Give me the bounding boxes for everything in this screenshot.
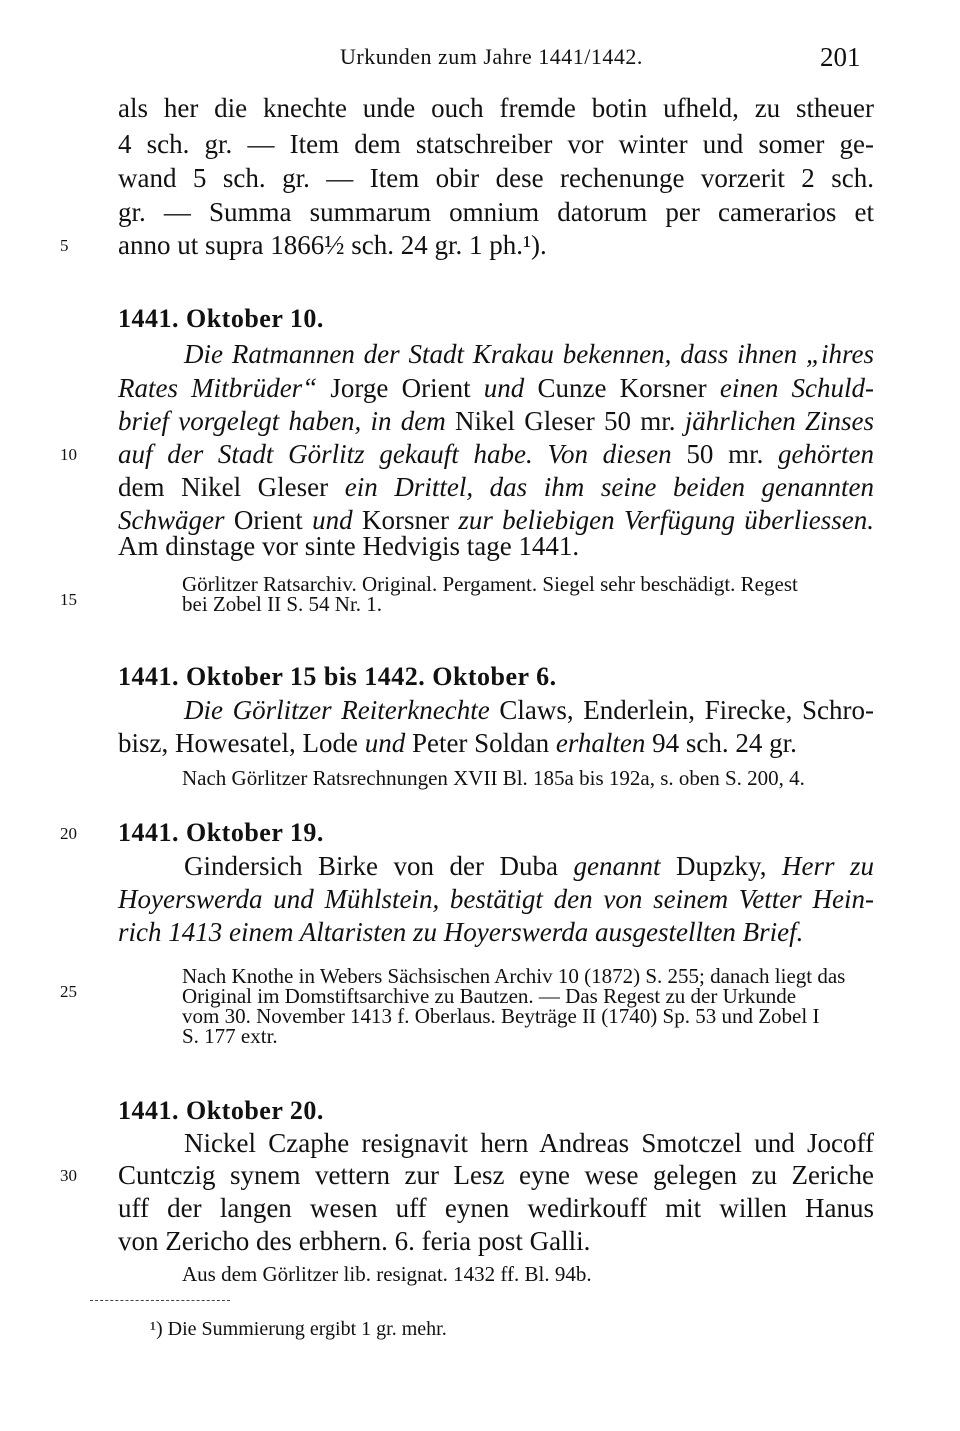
regest-italic: erhalten [555, 728, 646, 758]
source-note: vom 30. November 1413 f. Oberlaus. Beyträge II (1740) Sp. 53 und Zobel I [182, 1004, 820, 1028]
source-note: bei Zobel II S. 54 Nr. 1. [182, 592, 383, 616]
text-line: als her die knechte unde ouch fremde botin ufheld, zu stheuer [118, 93, 874, 123]
source-note: S. 177 extr. [182, 1024, 278, 1048]
text-line: 4 sch. gr. — Item dem statschreiber vor winter und somer ge- [118, 129, 874, 159]
regest-line [118, 438, 874, 471]
regest-name: bisz, Howesatel, Lode [118, 728, 358, 758]
text-line: rich 1413 einem Altaristen zu Hoyerswerda ausgestellten Brief. [118, 917, 804, 947]
text-line: von Zericho des erbhern. 6. feria post Galli. [118, 1226, 591, 1256]
regest-italic: und [364, 728, 406, 758]
regest-name: Nikel Gleser 50 mr. [454, 406, 676, 436]
source-note: Nach Knothe in Webers Sächsischen Archiv 10 (1872) S. 255; danach liegt das [182, 964, 846, 988]
line-number: 10 [60, 445, 77, 464]
line-number: 20 [60, 824, 77, 843]
entry-heading: 1441. Oktober 20. [118, 1096, 324, 1125]
regest-line [184, 850, 874, 883]
line-number: 30 [60, 1166, 77, 1185]
regest-text: Die Ratmannen der Stadt Krakau bekennen, dass ihnen „ihres [184, 339, 874, 369]
line-number: 15 [60, 590, 77, 609]
regest-line [118, 405, 874, 438]
regest-name: Dupzky, [675, 851, 767, 881]
regest-line [118, 372, 874, 405]
regest-italic: Die Görlitzer Reiterknechte [184, 695, 490, 725]
regest-line [118, 727, 797, 760]
line-number: 5 [60, 236, 69, 255]
regest-name: Cunze Korsner [537, 373, 707, 403]
text-line: uff der langen wesen uff eynen wedirkouff mit willen Hanus [118, 1193, 874, 1223]
regest-italic: genannt [573, 851, 661, 881]
regest-italic: gehörten [778, 439, 875, 469]
regest-name: Gindersich Birke von der Duba [184, 851, 558, 881]
footnote-rule [90, 1300, 230, 1301]
regest-italic: ein Drittel, das ihm seine beiden genannten [344, 472, 875, 502]
regest-name: 94 sch. 24 gr. [652, 728, 797, 758]
entry-heading: 1441. Oktober 19. [118, 818, 324, 847]
regest-name: Jorge Orient [330, 373, 471, 403]
regest-name: Orient [233, 505, 303, 535]
regest-italic: zur beliebigen Verfügung überliessen. [458, 505, 875, 535]
text-line: Hoyerswerda und Mühlstein, bestätigt den von seinem Vetter Hein- [118, 884, 874, 914]
entry-heading: 1441. Oktober 10. [118, 304, 324, 333]
page-number: 201 [820, 42, 861, 72]
regest-italic: Herr zu [781, 851, 874, 881]
regest-italic: auf der Stadt Görlitz gekauft habe. Von diesen [118, 439, 672, 469]
text-line: Cuntczig synem vettern zur Lesz eyne wese gelegen zu Zeriche [118, 1160, 874, 1190]
text-line: anno ut supra 1866½ sch. 24 gr. 1 ph.¹). [118, 230, 547, 260]
text-line: Am dinstage vor sinte Hedvigis tage 1441. [118, 531, 580, 561]
line-number: 25 [60, 982, 77, 1001]
source-note: Görlitzer Ratsarchiv. Original. Pergament. Siegel sehr beschädigt. Regest [182, 572, 798, 596]
regest-name: dem Nikel Gleser [118, 472, 329, 502]
regest-line [118, 471, 874, 504]
source-note: Aus dem Görlitzer lib. resignat. 1432 ff. Bl. 94b. [182, 1262, 592, 1286]
regest-italic: und [312, 505, 353, 535]
regest-italic: Schwäger [118, 505, 225, 535]
source-note: Nach Görlitzer Ratsrechnungen XVII Bl. 185a bis 192a, s. oben S. 200, 4. [182, 766, 805, 790]
regest-name: Peter Soldan [411, 728, 550, 758]
regest-line [184, 338, 874, 371]
regest-italic: jährlichen Zinses [684, 406, 875, 436]
regest-italic: und [483, 373, 525, 403]
regest-italic: Rates Mitbrüder“ [118, 373, 318, 403]
text-line: gr. — Summa summarum omnium datorum per camerarios et [118, 197, 874, 227]
regest-name: 50 mr. [686, 439, 764, 469]
text-line: Nickel Czaphe resignavit hern Andreas Smotczel und Jocoff [184, 1128, 874, 1158]
entry-heading: 1441. Oktober 15 bis 1442. Oktober 6. [118, 662, 557, 691]
source-note: Original im Domstiftsarchive zu Bautzen. — Das Regest zu der Urkunde [182, 984, 797, 1008]
regest-line [184, 694, 874, 727]
running-header: Urkunden zum Jahre 1441/1442. [340, 44, 643, 69]
regest-italic: brief vorgelegt haben, in dem [118, 406, 446, 436]
regest-name: Korsner [362, 505, 449, 535]
text-line: wand 5 sch. gr. — Item obir dese rechenunge vorzerit 2 sch. [118, 163, 874, 193]
regest-italic: einen Schuld- [719, 373, 875, 403]
regest-name: Claws, Enderlein, Firecke, Schro- [499, 695, 874, 725]
footnote: ¹) Die Summierung ergibt 1 gr. mehr. [150, 1318, 447, 1340]
